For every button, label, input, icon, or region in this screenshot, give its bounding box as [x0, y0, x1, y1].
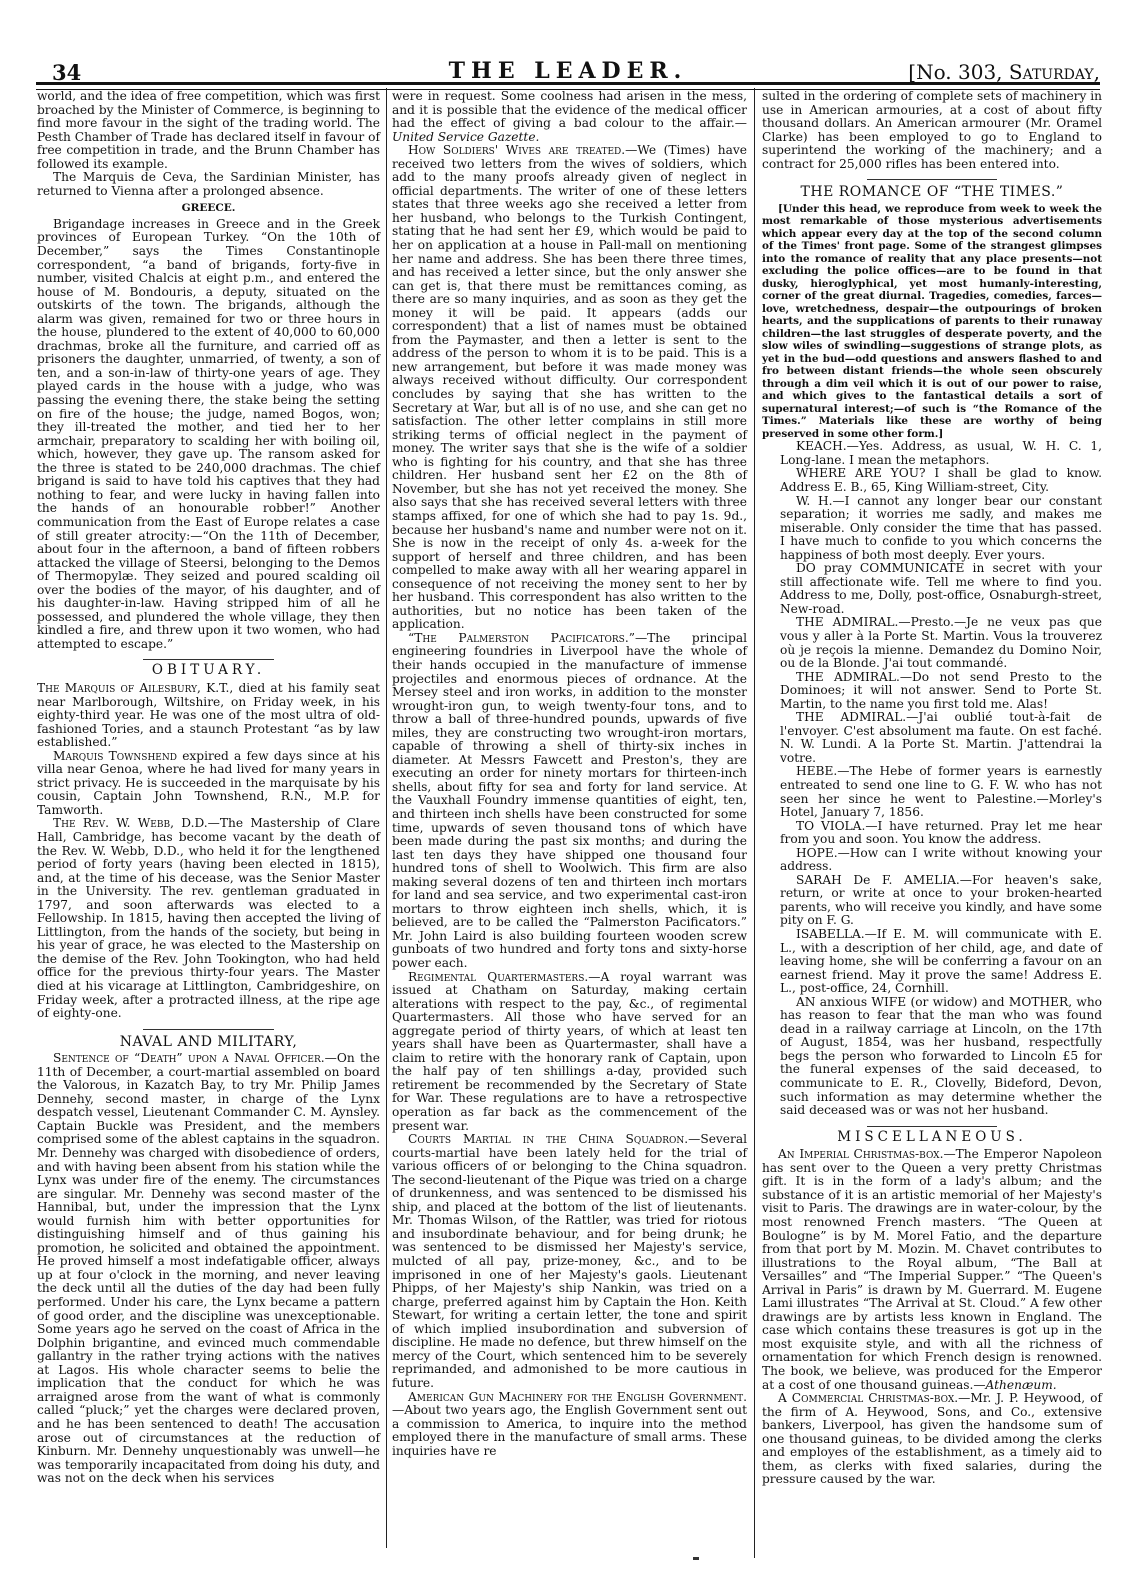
article-paragraph: world, and the idea of free competition, which was first broached by the Minister of Commerce, is beginning to find more favour in the sight of the trading world. The Pesth Chamber of Trade has declared itself in favour of free competition in trade, and the Brunn Chamber has followed its example. — [37, 89, 380, 171]
print-speck — [693, 1557, 699, 1560]
personal-ad: DO pray COMMUNICATE in secret with your still affectionate wife. Tell me where to find you. Address to me, Dolly, post-office, Osnaburgh-street, New-road. — [780, 561, 1102, 616]
obituary-lead: The Rev. W. Webb, D.D. — [53, 816, 208, 831]
masthead — [36, 58, 1100, 85]
article-lead: “The Palmerston Pacificators.” — [408, 630, 635, 645]
article-source: Athenæum. — [985, 1377, 1057, 1392]
article-imperial-christmas-box — [762, 1148, 1102, 1392]
issue-info — [908, 60, 1100, 84]
column-divider-left — [386, 88, 387, 1548]
article-lead: Courts Martial in the China Squadron. — [408, 1132, 689, 1147]
article-commercial-christmas-box — [762, 1392, 1102, 1487]
personal-ad: TO VIOLA.—I have returned. Pray let me hear from you and soon. You know the address. — [780, 818, 1102, 847]
article-greece: Brigandage increases in Greece and in the Greek provinces of European Turkey. “On the 10th of December,” says the Times Constantinople correspondent, “a band of brigands, forty-five in number, visited Chalcis at eight p.m., and entered the house of M. Bondouris, a deputy, situated on the outskirts of the town. The brigands, although the alarm was given, remained for two or three hours in the house, plundered to the extent of 40,000 to 60,000 drachmas, broke all the furniture, and carried off as prisoners the daughter, unmarried, of twenty, a son of ten, and a son-in-law of thirty-one years of age. They played cards in the house with a judge, who was passing the evening there, the stake being the setting on fire of the house; the judge, named Bogos, won; they ill-treated the mother, and tied her to her armchair, preparatory to scalding her with boiling oil, which, however, they gave up. The ransom asked for the three is stated to be 240,000 drachmas. The chief brigand is said to have told his captives that they had nothing to fear, and were lucky in having fallen into the hands of an honourable robber!” Another communication from the East of Europe relates a case of still greater atrocity:—“On the 11th of December, about four in the afternoon, a band of fifteen robbers attacked the village of Steersi, belonging to the Demos of Thermopylæ. They seized and poured scalding oil over the bodies of the mayor, of his daughter, and of his daughter-in-law. Having stripped him of all he possessed, and plundered the whole village, they then kindled a fire, and threw upon it two women, who had attempted to escape.” — [37, 216, 380, 651]
obituary-lead: The Marquis of Ailesbury, K.T., — [37, 680, 234, 695]
article-paragraph: The Marquis de Ceva, the Sardinian Minister, has returned to Vienna after a prolonged absence. — [37, 170, 380, 198]
personal-ad: HEBE.—The Hebe of former years is earnestly entreated to send one line to G. F. W. who has not seen her since he went to Palestine.—Morley's Hotel, January 7, 1856. — [780, 764, 1102, 820]
issue-number: [No. 303, — [908, 60, 1003, 84]
article-quartermasters — [392, 971, 747, 1134]
article-lead: Sentence of “Death” upon a Naval Officer. — [53, 1051, 325, 1066]
personal-ad: HOPE.—How can I write without knowing your address. — [780, 845, 1102, 874]
left-column — [37, 90, 380, 1486]
article-china-squadron — [392, 1133, 747, 1390]
issue-day: Saturday, — [1008, 60, 1100, 84]
article-body: —We (Times) have received two letters from the wives of soldiers, which add to the many proofs already given of neglect in official departments. The writer of one of these letters states that three weeks ago she received a letter from her husband, who belongs to the Turkish Contingent, stating that he had sent her £9, which would be paid to her on application at a house in Pall-mall on mentioning her name and address. She has been there three times, and has received a letter since, but the only answer she can get is, that there must be remittances coming, as there are so many inquiries, and as soon as they get the money it will be paid. It appears (adds our correspondent) that a list of names must be obtained from the Paymaster, and then a letter is sent to the address of the person to whom it is to be paid. This is a new arrangement, but before it was made money was always received without difficulty. Our correspondent concludes by saying that she has written to the Secretary at War, but all is of no use, and she can get no satisfaction. The other letter complains in still more striking terms of official neglect in the payment of money. The writer says that she is the wife of a soldier who is fighting for his country, and that she has three children. Her husband sent her £2 on the 8th of November, but she has not yet received the money. She also says that she has received several letters with three stamps affixed, for one of which she had to pay 1s. 9d., because her husband's name and number were not on it. She is now in the receipt of only 4s. a-week for the support of herself and three children, and has been compelled to make away with all her wearing apparel in consequence of not receiving the money sent to her by her husband. This correspondent has also written to the authorities, but no notice has been taken of the application. — [392, 143, 747, 632]
article-body: —On the 11th of December, a court-martial assembled on board the Valorous, in Kazatch Bay, to try Mr. Philip James Dennehy, second master, in charge of the Lynx despatch vessel, Lieutenant Commander C. M. Aynsley. Captain Buckle was President, and the members comprised some of the ablest captains in the squadron. Mr. Dennehy was charged with disobedience of orders, and with having been absent from his station while the Lynx was under fire of the enemy. The circumstances are singular. Mr. Dennehy was second master of the Hannibal, but, under the impression that the Lynx would furnish him with better opportunities for distinguishing himself and of thus gaining his promotion, he solicited and obtained the appointment. He proved himself a most indefatigable officer, always up at four o'clock in the morning, and never leaving the deck until all the duties of the day had been fully performed. Under his care, the Lynx became a pattern of good order, and the discipline was unexceptionable. Some years ago he served on the coast of Africa in the Dolphin brigantine, and evinced much commendable gallantry in the rather trying actions with the natives at Lagos. His whole character seems to belie the implication that the conduct for which he was arraigned arose from the want of what is commonly called “pluck;” yet the charges were declared proven, and he has been sentenced to death! The accusation arose out of circumstances at the reduction of Kinburn. Mr. Dennehy unquestionably was unwell—he was temporarily incapacitated from doing his duty, and was not on the deck when his services — [37, 1051, 380, 1486]
obituary-entry — [37, 750, 380, 818]
obituary-lead: Marquis Townshend — [53, 748, 177, 763]
article-soldiers-wives — [392, 144, 747, 632]
article-lead: How Soldiers' Wives are treated. — [408, 143, 626, 158]
article-lead: American Gun Machinery for the English Government. — [408, 1389, 747, 1404]
article-body: were in request. Some coolness had arisen in the mess, and it is possible that the evidence of the medical officer had the effect of giving a bad colour to the affair.— — [392, 89, 747, 131]
section-divider — [867, 179, 996, 180]
right-column — [762, 90, 1102, 1487]
romance-intro: [Under this head, we reproduce from week to week the most remarkable of those mysterious advertisements which appear every day at the top of the second column of the Times' front page. Some of the strangest glimpses into the romance of reality that any place presents—not excluding the police offices—are to be found in that dusky, hieroglyphical, yet most humanly-interesting, corner of the great diurnal. Tragedies, comedies, farces—love, wretchedness, despair—the outpourings of broken hearts, and the supplications of parents to their runaway children—the last struggles of desperate poverty, and the slow wiles of swindling—suggestions of strange plots, as yet in the bud—odd questions and answers flashed to and fro between distant friends—the whole seen obscurely through a dim veil which it is out of our power to raise, and which gives to the fantastical details a sort of supernatural interest;—of such is “the Romance of the Times.” Materials like these are worthy of being preserved in some other form.] — [762, 202, 1102, 440]
section-heading-romance: THE ROMANCE OF “THE TIMES.” — [800, 184, 1064, 201]
article-naval — [37, 1052, 380, 1486]
page-number: 34 — [52, 60, 82, 85]
personal-ad: ISABELLA.—If E. M. will communicate with E. L., with a description of her child, age, and date of leaving home, she will be conferring a favour on an earnest friend. May it prove the same! Address E. L., post-office, 24, Cornhill. — [780, 927, 1102, 996]
personal-ad: W. H.—I cannot any longer bear our constant separation; it worries me sadly, and makes me miserable. Only consider the time that has passed. I have much to confide to you which concerns the happiness of both most deeply. Ever yours. — [780, 493, 1102, 562]
obituary-entry — [37, 817, 380, 1020]
personal-ad: KEACH.—Yes. Address, as usual, W. H. C. 1, Long-lane. I mean the metaphors. — [780, 439, 1102, 467]
article-continued: sulted in the ordering of complete sets of machinery in use in American armouries, at a cost of about fifty thousand dollars. An American armourer (Mr. Oramel Clarke) has been employed to go to England to superintend the working of the machinery; and a contract for 25,000 rifles has been entered into. — [762, 89, 1103, 171]
section-heading-greece: GREECE. — [181, 202, 236, 215]
article-body: —Mr. J. P. Heywood, of the firm of A. Heywood, Sons, and Co., extensive bankers, Liverpool, has given the handsome sum of one thousand guineas, to be divided among the clerks and employes of the establishment, as a timely aid to them, as clerks with fixed salaries, during the pressure caused by the war. — [762, 1391, 1102, 1487]
personal-ad: AN anxious WIFE (or widow) and MOTHER, who has reason to fear that the man who was found dead in a railway carriage at Lincoln, on the 17th of August, 1854, was her husband, respectfully begs the person who forwarded to Lincoln £5 for the funeral expenses of the said deceased, to communicate to E. R., Clovelly, Bideford, Devon, such information as may determine whether the said deceased was or was not her husband. — [780, 994, 1102, 1118]
section-divider — [143, 1029, 273, 1030]
personal-ad: WHERE ARE YOU? I shall be glad to know. Address E. B., 65, King William-street, City. — [780, 466, 1102, 494]
section-heading-naval: NAVAL AND MILITARY, — [119, 1033, 298, 1050]
personal-ad: SARAH De F. AMELIA.—For heaven's sake, return, or write at once to your broken-hearted parents, who will receive you kindly, and have some pity on F. G. — [780, 872, 1102, 928]
article-lead: An Imperial Christmas-box. — [778, 1147, 944, 1162]
personal-ads-list — [762, 440, 1102, 1117]
obituary-body: —The Mastership of Clare Hall, Cambridge, has become vacant by the death of the Rev. W. Webb, D.D., who held it for the lengthened period of forty years (having been elected in 1815), and, at the time of his decease, was the Senior Master in the University. The rev. gentleman graduated in 1797, and soon afterwards was elected to a Fellowship. In 1815, having then accepted the living of Littlington, from the hands of the society, but being in his year of grace, he was elected to the Mastership on the demise of the Rev. John Tookington, who had held office for the previous thirty-four years. The Master died at his vicarage at Littlington, Cambridgeshire, on Friday week, after a protracted illness, at the ripe age of eighty-one. — [37, 816, 380, 1021]
personal-ad: THE ADMIRAL.—Presto.—Je ne veux pas que vous y aller à la Porte St. Martin. Vous la trouverez où je reçois la mienne. Demandez du Domino Noir, ou de la Blonde. J'ai tout commandé. — [780, 615, 1102, 671]
article-source: United Service Gazette. — [392, 129, 540, 144]
section-heading-obituary: OBITUARY. — [151, 662, 266, 679]
article-body: —About two years ago, the English Government sent out a commission to America, to inquire into the method employed there in the manufacture of small arms. These inquiries have re — [392, 1403, 747, 1458]
column-divider-right — [754, 88, 755, 1558]
section-divider — [867, 1126, 996, 1127]
article-continued — [392, 90, 747, 144]
section-divider — [143, 659, 273, 660]
newspaper-title: THE LEADER. — [448, 58, 688, 84]
personal-ad: THE ADMIRAL.—J'ai oublié tout-à-fait de l'envoyer. C'est absolument ma faute. On est faché. N. W. Lundi. A la Porte St. Martin. J'attendrai la votre. — [780, 710, 1102, 765]
article-lead: A Commercial Christmas-box. — [778, 1391, 959, 1406]
article-body: —A royal warrant was issued at Chatham on Saturday, making certain alterations with respect to the pay, &c., of regimental Quartermasters. All those who have served for an aggregate period of thirty years, of which at least ten years shall have been as Quartermaster, shall have a claim to retire with the honorary rank of Captain, upon the half pay of ten shillings a-day, provided such retirement be recommended by the Secretary of State for War. These regulations are to have a retrospective operation as far back as the commencement of the present war. — [392, 969, 747, 1133]
article-body: —The Emperor Napoleon has sent over to the Queen a very pretty Christmas gift. It is in the form of a lady's album; and the substance of it is an artistic memorial of her Majesty's visit to Paris. The drawings are in water-colour, by the most renowned French masters. “The Queen at Boulogne” is by M. Morel Fatio, and the departure from that port by M. Mozin. M. Chavet contributes to illustrations to the Royal album, “The Ball at Versailles” and “The Imperial Supper.” “The Queen's Arrival in Paris” is drawn by M. Guerrard. M. Eugene Lami illustrates “The Arrival at St. Cloud.” A few other drawings are by artists less known in England. The case which contains these treasures is got up in the most exquisite style, and with all the richness of ornamentation for which French design is renowned. The book, we believe, was produced for the Emperor at a cost of one thousand guineas.— — [762, 1147, 1103, 1392]
personal-ad: THE ADMIRAL.—Do not send Presto to the Dominoes; it will not answer. Send to Porte St. Martin, to the name you first told me. Alas! — [780, 669, 1102, 711]
obituary-entry — [37, 682, 380, 750]
section-heading-miscellaneous: MISCELLANEOUS. — [837, 1128, 1027, 1145]
article-body: —Several courts-martial have been lately held for the trial of various officers of or belonging to the China squadron. The second-lieutenant of the Pique was tried on a charge of drunkenness, and was sentenced to be dismissed his ship, and placed at the bottom of the list of lieutenants. Mr. Thomas Wilson, of the Rattler, was tried for riotous and insubordinate behaviour, and for being drunk; he was sentenced to be dismissed her Majesty's service, mulcted of all pay, prize-money, &c., and to be imprisoned in one of her Majesty's gaols. Lieutenant Phipps, of her Majesty's ship Nankin, was tried on a charge, preferred against him by Captain the Hon. Keith Stewart, for writing a certain letter, the tone and spirit of which implied insubordination and subversion of discipline. He made no defence, but threw himself on the mercy of the Court, which sentenced him to be severely reprimanded, and admonished to be more cautious in future. — [392, 1132, 747, 1390]
article-body: —The principal engineering foundries in Liverpool have the whole of their hands occupied in the manufacture of immense projectiles and enormous pieces of ordnance. At the Mersey steel and iron works, in addition to the monster wrought-iron gun, to weigh twenty-four tons, and to throw a ball of three-hundred pounds, upwards of five miles, they are constructing two wrought-iron mortars, capable of throwing a shell of thirty-six inches in diameter. At Messrs Fawcett and Preston's, they are executing an order for ninety mortars for thirteen-inch shells, about fifty for sea and forty for land service. At the Vauxhall Foundry immense quantities of eight, ten, and thirteen inch shells have been constructed for some time, upwards of seven thousand tons of which have been made during the past six months; and during the last ten days they have shipped one thousand four hundred tons of shell to Woolwich. This firm are also making several dozens of ten and thirteen inch mortars for land and sea service, and two experimental cast-iron mortars to throw eighteen inch shells, which, it is believed, are to be called the “Palmerston Pacificators.” Mr. John Laird is also building fourteen wooden screw gunboats of two hundred and forty tons and sixty-horse power each. — [392, 630, 747, 970]
obituary-body: expired a few days since at his villa near Genoa, where he had lived for many years in strict privacy. He is succeeded in the marquisate by his cousin, Captain John Townshend, R.N., M.P. for Tamworth. — [37, 748, 381, 817]
article-lead: Regimental Quartermasters. — [408, 969, 589, 984]
article-pacificators — [392, 632, 747, 971]
article-gun-machinery — [392, 1391, 747, 1459]
obituary-body: died at his family seat near Marlborough, Wiltshire, on Friday week, in his eighty-third year. He was one of the most ultra of old-fashioned Tories, and a staunch Protestant “as by law established.” — [37, 680, 380, 750]
middle-column — [392, 90, 747, 1458]
